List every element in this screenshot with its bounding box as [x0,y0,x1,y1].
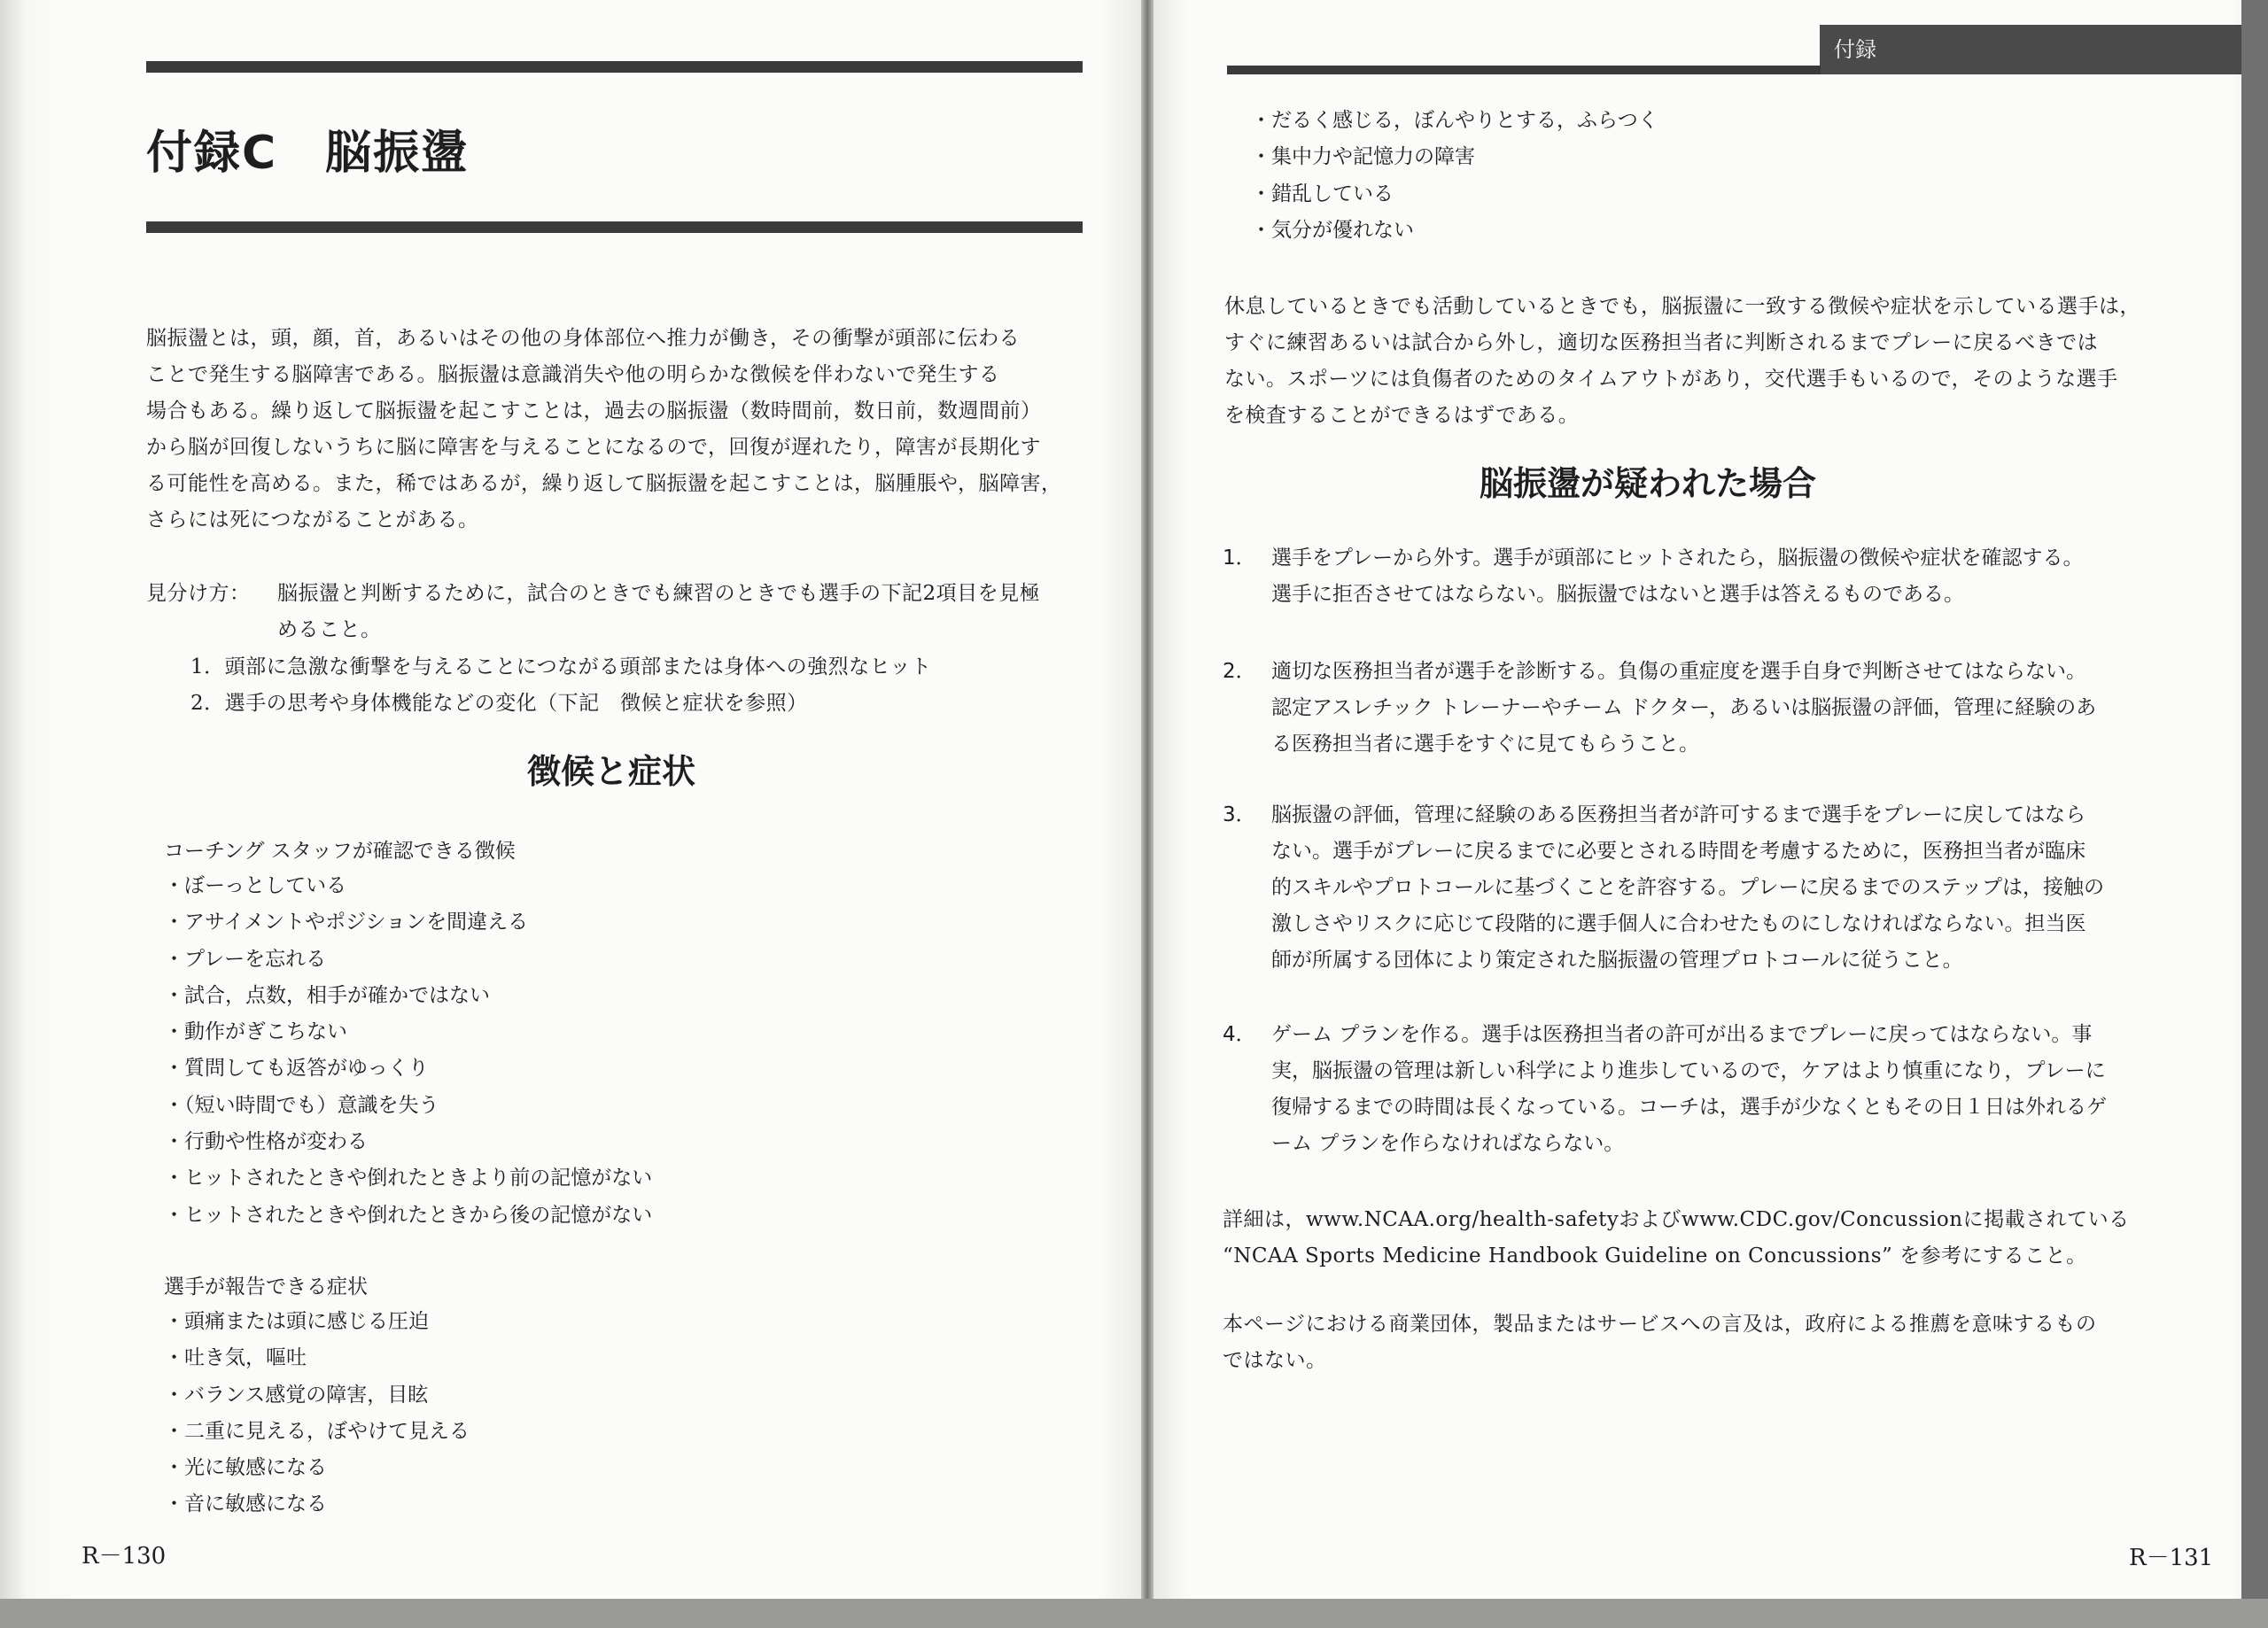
text-line: 場合もある。繰り返して脳振盪を起こすことは，過去の脳振盪（数時間前，数日前，数週間前） [146,399,1042,423]
list-item: ・ 集中力や記憶力の障害 [1251,140,1658,176]
step-number: 4． [1223,1023,1256,1046]
text-line: 本ページにおける商業団体，製品またはサービスへの言及は，政府による推薦を意味するもの [1223,1313,2097,1336]
text-line: ない。スポーツには負傷者のためのタイムアウトがあり，交代選手もいるので，そのような選手 [1224,368,2118,391]
text-line: 脳振盪と判断するために，試合のときでも練習のときでも選手の下記2項目を見極 [277,582,1041,605]
signs-heading: 徴候と症状 [526,752,695,791]
text-line: 休息しているときでも活動しているときでも，脳振盪に一致する徴候や症状を示している選手は， [1224,295,2140,318]
disclaimer-paragraph [1223,1306,2097,1379]
appendix-tab: 付録 [1820,25,2241,74]
text-line: 的スキルやプロトコールに基づくことを許容する。プレーに戻るまでのステップは，接触の [1271,876,2105,899]
header-rule [1227,66,1821,74]
text-line: 詳細は，www.NCAA.org/health-safetyおよびwww.CDC.gov/Concussionに掲載されている [1223,1208,2130,1231]
rest-paragraph [1224,289,2140,434]
player-symptoms-list [164,1305,470,1524]
coach-signs-list [164,869,652,1235]
text-line: “NCAA Sports Medicine Handbook Guideline on Concussions” を参考にすること。 [1223,1244,2087,1268]
suspected-heading: 脳振盪が疑われた場合 [1479,464,1816,503]
text-line: 選手をプレーから外す。選手が頭部にヒットされたら，脳振盪の徴候や症状を確認する。 [1271,547,2084,570]
details-paragraph [1223,1202,2130,1275]
list-item: ・ ヒットされたときや倒れたときより前の記憶がない [164,1161,652,1198]
player-symptoms-heading: 選手が報告できる症状 [164,1275,368,1299]
text-line: すぐに練習あるいは試合から外し，適切な医務担当者に判断されるまでプレーに戻るべきでは [1224,331,2099,354]
intro-paragraph [146,321,1062,539]
text-line: る医務担当者に選手をすぐに見てもらうこと。 [1271,733,1699,756]
step-number: 3． [1223,803,1256,826]
continued-symptoms-list [1251,104,1658,250]
list-item: ・ プレーを忘れる [164,942,652,979]
text-line: 師が所属する団体により策定された脳振盪の管理プロトコールに従うこと。 [1271,949,1963,972]
text-line: 適切な医務担当者が選手を診断する。負傷の重症度を選手自身で判断させてはならない。 [1271,660,2086,683]
text-line: ーム プランを作らなければならない。 [1271,1132,1625,1155]
list-item: ・ 気分が優れない [1251,213,1658,250]
list-item: ・ 吐き気，嘔吐 [164,1341,470,1377]
page-title: 付録C 脳振盪 [146,127,470,180]
text-line: ではない。 [1223,1349,1327,1372]
list-item: 1．頭部に急激な衝撃を与えることにつながる頭部または身体への強烈なヒット [190,655,932,678]
text-line: ことで発生する脳障害である。脳振盪は意識消失や他の明らかな徴候を伴わないで発生する [146,363,1000,386]
list-item: ・ アサイメントやポジションを間違える [164,905,652,942]
page-bottom-edge [0,1599,2268,1628]
page-edge [2241,0,2268,1628]
text-line: 認定アスレチック トレーナーやチーム ドクター，あるいは脳振盪の評価，管理に経験のあ [1271,696,2097,719]
list-item: ・ だるく感じる，ぼんやりとする，ふらつく [1251,104,1658,140]
text-line: 脳振盪とは，頭，顔，首，あるいはその他の身体部位へ推力が働き，その衝撃が頭部に伝わる [146,327,1021,350]
text-line: る可能性を高める。また，稀ではあるが，繰り返して脳振盪を起こすことは，脳腫脹や，脳障害， [146,472,1062,495]
text-line: 激しさやリスクに応じて段階的に選手個人に合わせたものにしなければならない。担当医 [1271,912,2086,935]
book-gutter [1141,0,1153,1628]
text-line: ゲーム プランを作る。選手は医務担当者の許可が出るまでプレーに戻ってはならない。事 [1271,1023,2093,1046]
list-item: ・ 音に敏感になる [164,1487,470,1523]
step-text [1271,797,2104,979]
page-number-right: R－131 [2129,1545,2214,1571]
text-line: ない。選手がプレーに戻るまでに必要とされる時間を考慮するために，医務担当者が臨床 [1271,840,2086,863]
title-rule-top [146,61,1083,73]
coach-signs-heading: コーチング スタッフが確認できる徴候 [164,840,516,863]
step-number: 1． [1223,547,1256,570]
list-item: ・ 試合，点数，相手が確かではない [164,979,652,1015]
list-item: ・ 二重に見える，ぼやけて見える [164,1415,470,1451]
list-item: ・ 動作がぎこちない [164,1015,652,1051]
text-line: めること。 [277,618,382,641]
list-item: 2．選手の思考や身体機能などの変化（下記 徴候と症状を参照） [190,692,808,715]
list-item: ・ ヒットされたときや倒れたときから後の記憶がない [164,1198,652,1235]
list-item: ・ ぼーっとしている [164,869,652,905]
step-number: 2． [1223,660,1256,683]
list-item: ・ 錯乱している [1251,177,1658,213]
list-item: ・ （短い時間でも）意識を失う [164,1089,652,1125]
list-item: ・ 頭痛または頭に感じる圧迫 [164,1305,470,1341]
text-line: 選手に拒否させてはならない。脳振盪ではないと選手は答えるものである。 [1271,583,1964,606]
list-item: ・ 行動や性格が変わる [164,1125,652,1161]
text-line: さらには死につながることがある。 [146,508,479,531]
text-line: 復帰するまでの時間は長くなっている。コーチは，選手が少なくともその日１日は外れるゲ [1271,1096,2107,1119]
list-item: ・ 質問しても返答がゆっくり [164,1051,652,1088]
step-text [1271,654,2096,763]
list-item: ・ バランス感覚の障害，目眩 [164,1378,470,1415]
identify-label: 見分け方： [146,582,251,605]
identify-list [190,649,931,722]
step-text [1271,1017,2107,1162]
text-line: 脳振盪の評価，管理に経験のある医務担当者が許可するまで選手をプレーに戻してはなら [1271,803,2086,826]
text-line: 実，脳振盪の管理は新しい科学により進歩しているので，ケアはより慎重になり，プレーに [1271,1059,2106,1082]
list-item: ・ 光に敏感になる [164,1451,470,1487]
identify-text [277,576,1040,648]
page-number-left: R－130 [82,1543,167,1570]
step-text [1271,540,2084,613]
text-line: から脳が回復しないうちに脳に障害を与えることになるので，回復が遅れたり，障害が長期化す [146,436,1042,459]
text-line: を検査することができるはずである。 [1224,404,1580,427]
title-rule-bottom [146,221,1083,233]
